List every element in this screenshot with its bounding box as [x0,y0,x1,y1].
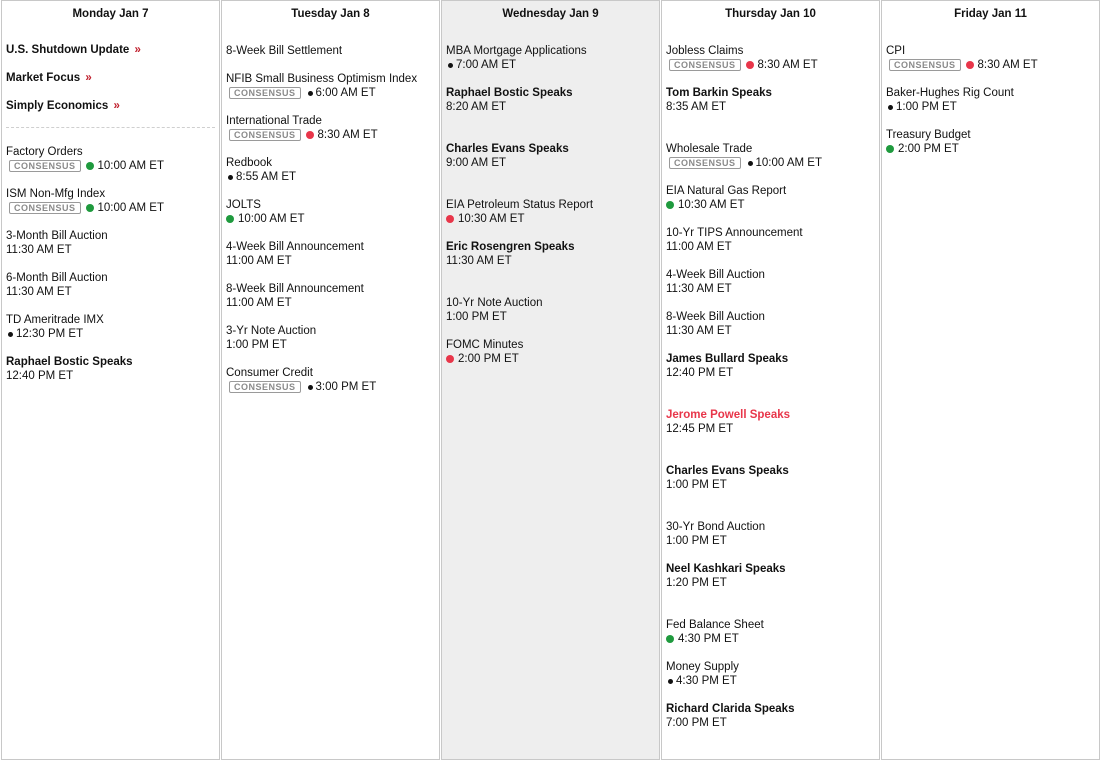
event-title[interactable]: EIA Natural Gas Report [666,185,787,197]
event-title[interactable]: JOLTS [226,199,261,211]
green-dot-icon [86,162,94,170]
calendar-event[interactable] [666,310,875,338]
event-time: 8:30 AM ET [977,59,1038,71]
green-dot-icon [226,215,234,223]
calendar-event[interactable] [446,44,655,72]
event-time: 8:20 AM ET [446,101,507,113]
calendar-event[interactable] [886,86,1095,114]
event-time: 11:30 AM ET [6,286,72,298]
calendar-event[interactable] [6,145,215,173]
event-time: 10:30 AM ET [678,199,745,211]
event-title[interactable]: 4-Week Bill Announcement [226,241,364,253]
event-title[interactable]: Charles Evans Speaks [446,143,569,155]
double-chevron-right-icon: » [134,44,141,56]
calendar-event[interactable] [666,44,875,72]
event-title[interactable]: NFIB Small Business Optimism Index [226,73,418,85]
calendar-event[interactable] [226,366,435,394]
event-time-line [666,366,875,380]
day-column-tuesday-jan-8 [221,0,440,760]
calendar-event[interactable] [6,229,215,257]
event-title[interactable]: Raphael Bostic Speaks [6,356,133,368]
event-title[interactable]: James Bullard Speaks [666,353,789,365]
event-title[interactable]: 3-Month Bill Auction [6,230,108,242]
calendar-event[interactable] [666,520,875,548]
event-title[interactable]: 10-Yr TIPS Announcement [666,227,803,239]
event-time-line [666,198,875,212]
event-title[interactable]: Charles Evans Speaks [666,465,789,477]
calendar-event[interactable] [446,338,655,366]
calendar-event[interactable] [886,128,1095,156]
event-title[interactable]: MBA Mortgage Applications [446,45,587,57]
event-time: 10:00 AM ET [97,160,164,172]
event-time: 2:00 PM ET [458,353,519,365]
black-dot-icon [228,175,233,180]
black-dot-icon [8,332,13,337]
event-time-line [6,243,215,257]
event-time-line [446,310,655,324]
link-u-s-shutdown-update[interactable] [6,44,141,56]
consensus-badge[interactable]: CONSENSUS [229,381,301,393]
calendar-event[interactable] [226,240,435,268]
event-time: 12:40 PM ET [6,370,74,382]
day-header: Wednesday Jan 9 [502,8,599,20]
event-time: 1:00 PM ET [226,339,287,351]
consensus-badge[interactable]: CONSENSUS [669,157,741,169]
event-time: 1:00 PM ET [896,101,957,113]
calendar-event[interactable] [446,142,655,170]
event-time-line [666,324,875,338]
event-title[interactable]: Jobless Claims [666,45,744,57]
event-title[interactable]: 8-Week Bill Auction [666,311,765,323]
event-time-line [6,159,215,173]
event-title[interactable]: Treasury Budget [886,129,971,141]
calendar-event[interactable] [226,198,435,226]
event-title[interactable]: ISM Non-Mfg Index [6,188,106,200]
event-title[interactable]: Fed Balance Sheet [666,619,764,631]
event-title[interactable]: 8-Week Bill Settlement [226,45,343,57]
event-title[interactable]: TD Ameritrade IMX [6,314,104,326]
day-header: Monday Jan 7 [72,8,149,20]
calendar-event[interactable] [6,313,215,341]
event-title[interactable]: Eric Rosengren Speaks [446,241,575,253]
event-title[interactable]: Jerome Powell Speaks [666,409,791,421]
event-time-line [6,201,215,215]
event-time: 6:00 AM ET [315,87,376,99]
calendar-event[interactable] [666,464,875,492]
green-dot-icon [886,145,894,153]
event-time: 12:40 PM ET [666,367,734,379]
calendar-event[interactable] [666,408,875,436]
event-time: 11:00 AM ET [226,297,292,309]
double-chevron-right-icon: » [85,72,92,84]
event-time: 8:55 AM ET [236,171,297,183]
event-time: 11:00 AM ET [226,255,292,267]
event-time-line [886,142,1095,156]
calendar-event[interactable] [226,114,435,142]
consensus-badge[interactable]: CONSENSUS [229,129,301,141]
event-time: 8:35 AM ET [666,101,727,113]
calendar-event[interactable] [446,296,655,324]
event-time-line [446,212,655,226]
event-title[interactable]: 4-Week Bill Auction [666,269,765,281]
event-title[interactable]: FOMC Minutes [446,339,524,351]
event-time: 7:00 PM ET [666,717,727,729]
event-time: 3:00 PM ET [315,381,377,393]
event-time-line [666,282,875,296]
event-title[interactable]: EIA Petroleum Status Report [446,199,594,211]
event-time: 12:30 PM ET [16,328,84,340]
calendar-event[interactable] [226,44,435,58]
event-time-line [666,156,875,170]
black-dot-icon [308,385,313,390]
event-time-line [226,212,435,226]
event-time: 12:45 PM ET [666,423,734,435]
event-time-line [226,380,435,394]
divider [6,127,215,128]
event-time: 8:30 AM ET [317,129,378,141]
event-time-line [226,170,435,184]
calendar-event[interactable] [446,240,655,268]
event-title[interactable]: CPI [886,45,906,57]
event-time: 10:30 AM ET [458,213,525,225]
event-time-line [6,327,215,341]
event-time-line [226,338,435,352]
event-time-line [666,422,875,436]
consensus-badge[interactable]: CONSENSUS [889,59,961,71]
event-time-line [666,576,875,590]
calendar-event[interactable] [886,44,1095,72]
event-time-line [446,352,655,366]
day-column-wednesday-jan-9 [441,0,660,760]
calendar-event[interactable] [666,352,875,380]
event-time-line [666,674,875,688]
event-time-line [446,254,655,268]
event-title[interactable]: 30-Yr Bond Auction [666,521,766,533]
event-title[interactable]: Richard Clarida Speaks [666,703,795,715]
event-time: 7:00 AM ET [456,59,517,71]
event-time-line [446,156,655,170]
red-dot-icon [966,61,974,69]
event-time-line [666,534,875,548]
calendar-event[interactable] [666,660,875,688]
event-time: 9:00 AM ET [446,157,507,169]
black-dot-icon [308,91,313,96]
day-header: Thursday Jan 10 [725,8,816,20]
consensus-badge[interactable]: CONSENSUS [9,202,81,214]
day-header: Friday Jan 11 [954,8,1027,20]
event-time-line [666,716,875,730]
event-title[interactable]: Factory Orders [6,146,83,158]
event-title[interactable]: Neel Kashkari Speaks [666,563,786,575]
event-time: 4:30 PM ET [676,675,737,687]
link-label: U.S. Shutdown Update [6,44,130,56]
event-time-line [226,296,435,310]
black-dot-icon [888,105,893,110]
event-title[interactable]: 10-Yr Note Auction [446,297,543,309]
event-time: 10:00 AM ET [238,213,305,225]
event-title[interactable]: Baker-Hughes Rig Count [886,87,1014,99]
calendar-event[interactable] [6,187,215,215]
green-dot-icon [666,201,674,209]
event-time: 1:00 PM ET [666,479,727,491]
event-time: 4:30 PM ET [678,633,739,645]
event-time-line [446,100,655,114]
event-time: 1:00 PM ET [666,535,727,547]
event-time-line [226,86,435,100]
calendar-event[interactable] [666,226,875,254]
event-time: 1:00 PM ET [446,311,507,323]
black-dot-icon [668,679,673,684]
event-time-line [6,285,215,299]
calendar-event[interactable] [226,72,435,100]
red-dot-icon [306,131,314,139]
event-time-line [6,369,215,383]
calendar-event[interactable] [666,184,875,212]
calendar-event[interactable] [6,271,215,299]
event-time: 2:00 PM ET [898,143,959,155]
event-title[interactable]: 8-Week Bill Announcement [226,283,364,295]
calendar-event[interactable] [226,282,435,310]
event-time: 10:00 AM ET [97,202,164,214]
event-time-line [886,100,1095,114]
calendar-event[interactable] [226,156,435,184]
event-time: 11:30 AM ET [666,325,732,337]
calendar-event[interactable] [666,702,875,730]
event-time-line [666,58,875,72]
day-column-thursday-jan-10 [661,0,880,760]
black-dot-icon [448,63,453,68]
event-time-line [226,254,435,268]
event-time: 11:00 AM ET [666,241,732,253]
event-time-line [666,240,875,254]
red-dot-icon [746,61,754,69]
green-dot-icon [86,204,94,212]
event-time: 10:00 AM ET [755,157,822,169]
event-time-line [226,128,435,142]
event-title[interactable]: International Trade [226,115,322,127]
event-time-line [886,58,1095,72]
event-time: 11:30 AM ET [666,283,732,295]
calendar-event[interactable] [446,198,655,226]
calendar-event[interactable] [446,86,655,114]
event-time-line [446,58,655,72]
event-title[interactable]: 6-Month Bill Auction [6,272,108,284]
event-title[interactable]: Money Supply [666,661,739,673]
event-time-line [666,100,875,114]
event-title[interactable]: 3-Yr Note Auction [226,325,317,337]
calendar-event[interactable] [666,86,875,114]
day-column-friday-jan-11 [881,0,1100,760]
link-simply-economics[interactable] [6,100,120,112]
event-time: 8:30 AM ET [757,59,818,71]
event-title[interactable]: Redbook [226,157,273,169]
calendar-event[interactable] [6,355,215,383]
link-label: Simply Economics [6,100,109,112]
event-time-line [666,478,875,492]
calendar-event[interactable] [666,618,875,646]
event-time: 11:30 AM ET [6,244,72,256]
calendar-event[interactable] [226,324,435,352]
event-time: 1:20 PM ET [666,577,727,589]
double-chevron-right-icon: » [113,100,120,112]
consensus-badge[interactable]: CONSENSUS [9,160,81,172]
event-time-line [666,632,875,646]
calendar-event[interactable] [666,562,875,590]
event-title[interactable]: Tom Barkin Speaks [666,87,772,99]
black-dot-icon [748,161,753,166]
consensus-badge[interactable]: CONSENSUS [229,87,301,99]
day-header: Tuesday Jan 8 [291,8,370,20]
calendar-event[interactable] [666,268,875,296]
consensus-badge[interactable]: CONSENSUS [669,59,741,71]
link-market-focus[interactable] [6,72,92,84]
calendar-event[interactable] [666,142,875,170]
link-label: Market Focus [6,72,81,84]
event-time: 11:30 AM ET [446,255,512,267]
red-dot-icon [446,215,454,223]
event-title[interactable]: Consumer Credit [226,367,313,379]
event-title[interactable]: Wholesale Trade [666,143,753,155]
event-title[interactable]: Raphael Bostic Speaks [446,87,573,99]
green-dot-icon [666,635,674,643]
day-column-monday-jan-7 [1,0,220,760]
red-dot-icon [446,355,454,363]
